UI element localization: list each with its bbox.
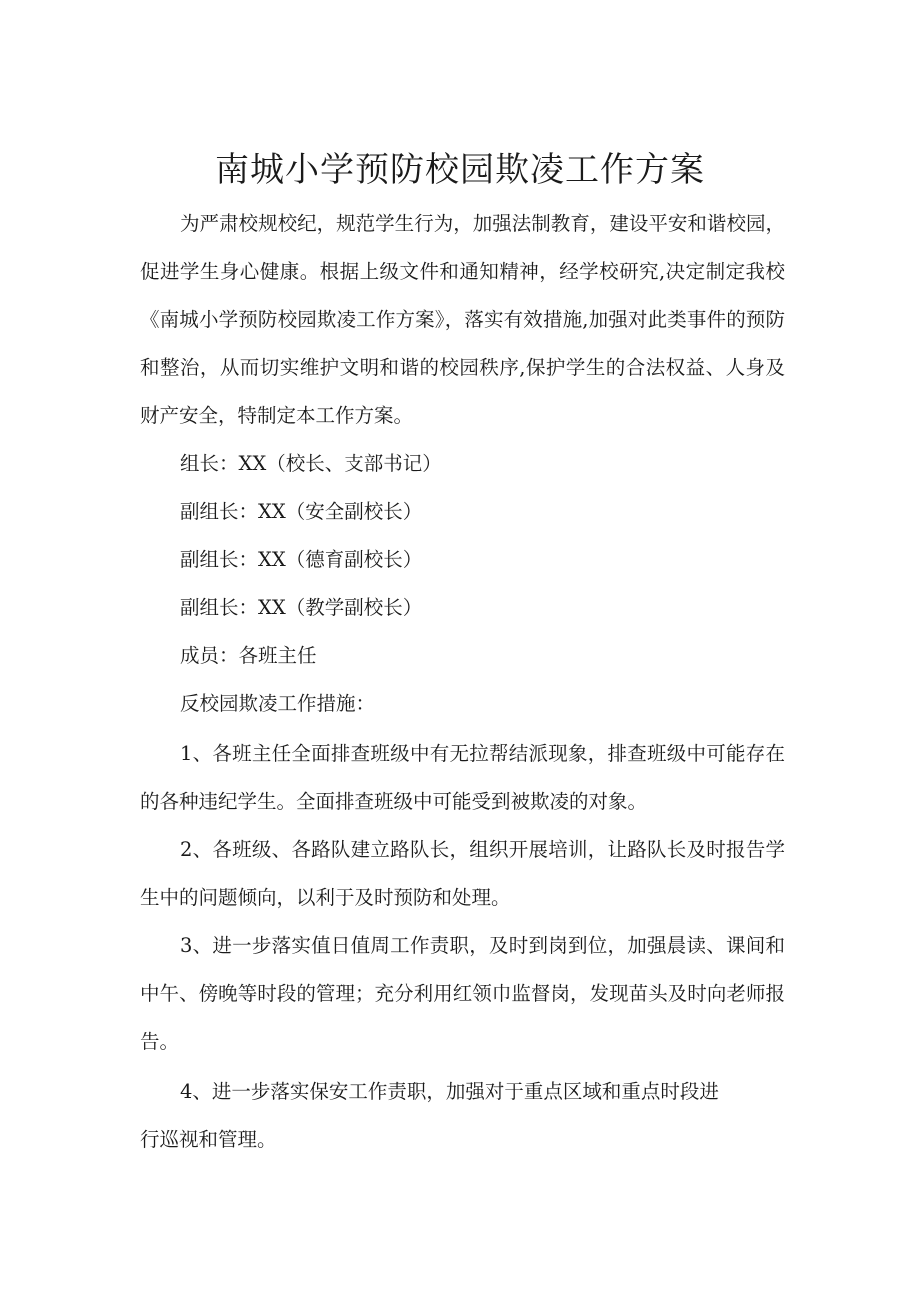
measure-item-1: 1、各班主任全面排查班级中有无拉帮结派现象，排查班级中可能存在的各种违纪学生。全面排查班级中可能受到被欺凌的对象。 bbox=[140, 742, 785, 813]
measure-item-2: 2、各班级、各路队建立路队长，组织开展培训，让路队长及时报告学生中的问题倾向，以利于及时预防和处理。 bbox=[140, 838, 785, 909]
measures-heading: 反校园欺凌工作措施： bbox=[180, 692, 376, 715]
measure-item-4-line-2: 行巡视和管理。 bbox=[140, 1128, 277, 1151]
vice-leader-moral-line: 副组长：XX（德育副校长） bbox=[180, 548, 423, 571]
document-title: 南城小学预防校园欺凌工作方案 bbox=[215, 149, 705, 190]
vice-leader-safety-line: 副组长：XX（安全副校长） bbox=[180, 500, 423, 523]
vice-leader-teaching-line: 副组长：XX（教学副校长） bbox=[180, 596, 423, 619]
measure-item-3: 3、进一步落实值日值周工作责职，及时到岗到位，加强晨读、课间和中午、傍晚等时段的管理；充分利用红领巾监督岗，发现苗头及时向老师报告。 bbox=[140, 934, 785, 1053]
members-line: 成员：各班主任 bbox=[180, 644, 317, 667]
measure-item-4-line-1: 4、进一步落实保安工作责职，加强对于重点区域和重点时段进 bbox=[180, 1080, 719, 1103]
intro-paragraph: 为严肃校规校纪，规范学生行为，加强法制教育，建设平安和谐校园，促进学生身心健康。根据上级文件和通知精神，经学校研究,决定制定我校《南城小学预防校园欺凌工作方案》，落实有效措施,加强对此类事件的预防和整治，从而切实维护文明和谐的校园秩序,保护学生的合法权益、人身及财产安全，特制定本工作方案。 bbox=[140, 212, 785, 427]
leader-line: 组长：XX（校长、支部书记） bbox=[180, 452, 442, 475]
